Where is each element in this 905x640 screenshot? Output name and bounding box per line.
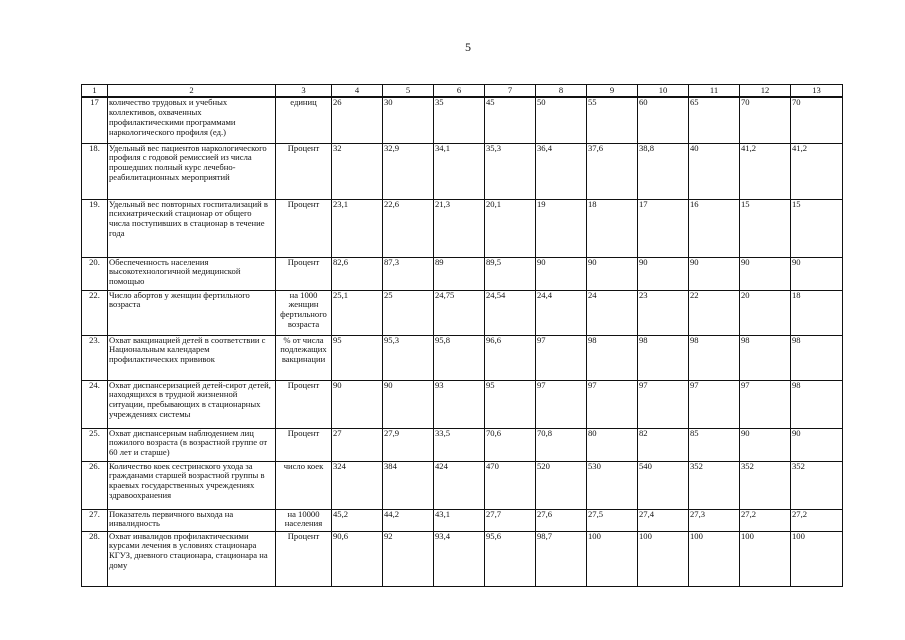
row-number: 23. [82, 335, 108, 380]
value-cell: 27,7 [485, 509, 536, 531]
row-number: 28. [82, 531, 108, 586]
value-cell: 90 [587, 257, 638, 290]
indicator-unit: Процент [276, 143, 332, 199]
indicator-name: Число абортов у женщин фертильного возраста [108, 290, 276, 335]
value-cell: 89,5 [485, 257, 536, 290]
value-cell: 65 [689, 97, 740, 143]
value-cell: 97 [587, 380, 638, 428]
value-cell: 96,6 [485, 335, 536, 380]
value-cell: 21,3 [434, 199, 485, 257]
row-number: 20. [82, 257, 108, 290]
row-number: 17 [82, 97, 108, 143]
value-cell: 27,2 [740, 509, 791, 531]
value-cell: 82 [638, 428, 689, 461]
value-cell: 100 [740, 531, 791, 586]
value-cell: 25 [383, 290, 434, 335]
value-cell: 24,75 [434, 290, 485, 335]
value-cell: 45 [485, 97, 536, 143]
value-cell: 22,6 [383, 199, 434, 257]
column-header: 6 [434, 85, 485, 98]
value-cell: 470 [485, 461, 536, 509]
indicator-unit: Процент [276, 199, 332, 257]
table-row [82, 143, 843, 199]
value-cell: 93,4 [434, 531, 485, 586]
indicator-unit: на 10000 населения [276, 509, 332, 531]
value-cell: 82,6 [332, 257, 383, 290]
value-cell: 40 [689, 143, 740, 199]
value-cell: 24,54 [485, 290, 536, 335]
table-row [82, 257, 843, 290]
indicator-name: Количество коек сестринского ухода за гражданами старшей возрастной группы в краевых государственных учреждениях здравоохранения [108, 461, 276, 509]
value-cell: 540 [638, 461, 689, 509]
value-cell: 80 [587, 428, 638, 461]
column-header: 1 [82, 85, 108, 98]
value-cell: 35,3 [485, 143, 536, 199]
value-cell: 55 [587, 97, 638, 143]
value-cell: 98 [638, 335, 689, 380]
indicator-unit: Процент [276, 257, 332, 290]
row-number: 19. [82, 199, 108, 257]
value-cell: 34,1 [434, 143, 485, 199]
row-number: 26. [82, 461, 108, 509]
column-header: 2 [108, 85, 276, 98]
indicator-name: Показатель первичного выхода на инвалидность [108, 509, 276, 531]
value-cell: 97 [740, 380, 791, 428]
value-cell: 100 [689, 531, 740, 586]
value-cell: 98 [689, 335, 740, 380]
value-cell: 17 [638, 199, 689, 257]
value-cell: 32 [332, 143, 383, 199]
value-cell: 530 [587, 461, 638, 509]
value-cell: 95,3 [383, 335, 434, 380]
column-header: 11 [689, 85, 740, 98]
value-cell: 95 [332, 335, 383, 380]
value-cell: 97 [689, 380, 740, 428]
column-header: 13 [791, 85, 843, 98]
value-cell: 95 [485, 380, 536, 428]
value-cell: 97 [536, 335, 587, 380]
value-cell: 16 [689, 199, 740, 257]
value-cell: 35 [434, 97, 485, 143]
indicator-unit: число коек [276, 461, 332, 509]
value-cell: 15 [791, 199, 843, 257]
value-cell: 90 [638, 257, 689, 290]
indicator-name: количество трудовых и учебных коллективов, охваченных профилактическими программами наркологического профиля (ед.) [108, 97, 276, 143]
value-cell: 27,9 [383, 428, 434, 461]
indicator-name: Охват вакцинацией детей в соответствии с Национальным календарем профилактических прививок [108, 335, 276, 380]
value-cell: 33,5 [434, 428, 485, 461]
value-cell: 352 [791, 461, 843, 509]
value-cell: 50 [536, 97, 587, 143]
indicator-name: Удельный вес повторных госпитализаций в психиатрический стационар от общего числа поступивших в стационар в течение года [108, 199, 276, 257]
value-cell: 90,6 [332, 531, 383, 586]
value-cell: 70 [740, 97, 791, 143]
value-cell: 24 [587, 290, 638, 335]
column-header: 4 [332, 85, 383, 98]
value-cell: 100 [638, 531, 689, 586]
value-cell: 98 [791, 335, 843, 380]
page-number: 5 [465, 40, 471, 54]
value-cell: 19 [536, 199, 587, 257]
table-row [82, 380, 843, 428]
value-cell: 15 [740, 199, 791, 257]
value-cell: 324 [332, 461, 383, 509]
value-cell: 95,8 [434, 335, 485, 380]
indicators-table [81, 84, 843, 587]
value-cell: 70 [791, 97, 843, 143]
table-row [82, 199, 843, 257]
column-header: 12 [740, 85, 791, 98]
column-header: 3 [276, 85, 332, 98]
column-header: 8 [536, 85, 587, 98]
value-cell: 97 [638, 380, 689, 428]
value-cell: 60 [638, 97, 689, 143]
value-cell: 22 [689, 290, 740, 335]
indicator-unit: Процент [276, 380, 332, 428]
value-cell: 27,6 [536, 509, 587, 531]
indicator-name: Удельный вес пациентов наркологического профиля с годовой ремиссией из числа прошедших полный курс лечебно-реабилитационных мероприятий [108, 143, 276, 199]
value-cell: 98 [587, 335, 638, 380]
value-cell: 45,2 [332, 509, 383, 531]
indicator-unit: % от числа подлежащих вакцинации [276, 335, 332, 380]
column-header: 9 [587, 85, 638, 98]
value-cell: 93 [434, 380, 485, 428]
value-cell: 384 [383, 461, 434, 509]
row-number: 25. [82, 428, 108, 461]
column-header: 7 [485, 85, 536, 98]
value-cell: 97 [536, 380, 587, 428]
value-cell: 100 [791, 531, 843, 586]
indicator-name: Обеспеченность населения высокотехнологичной медицинской помощью [108, 257, 276, 290]
table-body [82, 97, 843, 586]
column-header: 5 [383, 85, 434, 98]
value-cell: 90 [332, 380, 383, 428]
value-cell: 44,2 [383, 509, 434, 531]
value-cell: 98 [791, 380, 843, 428]
value-cell: 27,3 [689, 509, 740, 531]
value-cell: 37,6 [587, 143, 638, 199]
indicator-unit: единиц [276, 97, 332, 143]
value-cell: 352 [740, 461, 791, 509]
row-number: 27. [82, 509, 108, 531]
value-cell: 27,2 [791, 509, 843, 531]
value-cell: 90 [740, 428, 791, 461]
table-row [82, 531, 843, 586]
value-cell: 90 [689, 257, 740, 290]
value-cell: 27,5 [587, 509, 638, 531]
value-cell: 70,8 [536, 428, 587, 461]
value-cell: 90 [740, 257, 791, 290]
table-row [82, 97, 843, 143]
value-cell: 520 [536, 461, 587, 509]
indicator-name: Охват диспансерным наблюдением лиц пожилого возраста (в возрастной группе от 60 лет и старше) [108, 428, 276, 461]
value-cell: 41,2 [791, 143, 843, 199]
row-number: 18. [82, 143, 108, 199]
value-cell: 90 [791, 428, 843, 461]
value-cell: 30 [383, 97, 434, 143]
value-cell: 32,9 [383, 143, 434, 199]
value-cell: 98,7 [536, 531, 587, 586]
header-row [82, 85, 843, 98]
row-number: 22. [82, 290, 108, 335]
indicator-unit: на 1000 женщин фертильного возраста [276, 290, 332, 335]
value-cell: 87,3 [383, 257, 434, 290]
value-cell: 20,1 [485, 199, 536, 257]
table-row [82, 509, 843, 531]
value-cell: 90 [791, 257, 843, 290]
value-cell: 36,4 [536, 143, 587, 199]
column-header: 10 [638, 85, 689, 98]
value-cell: 26 [332, 97, 383, 143]
value-cell: 18 [587, 199, 638, 257]
table-row [82, 335, 843, 380]
indicator-unit: Процент [276, 428, 332, 461]
indicator-name: Охват диспансеризацией детей-сирот детей, находящихся в трудной жизненной ситуации, пребывающих в стационарных учреждениях системы [108, 380, 276, 428]
value-cell: 424 [434, 461, 485, 509]
value-cell: 85 [689, 428, 740, 461]
value-cell: 23 [638, 290, 689, 335]
value-cell: 70,6 [485, 428, 536, 461]
value-cell: 98 [740, 335, 791, 380]
value-cell: 25,1 [332, 290, 383, 335]
indicator-unit: Процент [276, 531, 332, 586]
row-number: 24. [82, 380, 108, 428]
value-cell: 43,1 [434, 509, 485, 531]
table-row [82, 290, 843, 335]
value-cell: 100 [587, 531, 638, 586]
value-cell: 27,4 [638, 509, 689, 531]
indicator-name: Охват инвалидов профилактическими курсами лечения в условиях стационара КГУЗ, дневного стационара, стационара на дому [108, 531, 276, 586]
value-cell: 24,4 [536, 290, 587, 335]
value-cell: 23,1 [332, 199, 383, 257]
value-cell: 38,8 [638, 143, 689, 199]
value-cell: 18 [791, 290, 843, 335]
value-cell: 95,6 [485, 531, 536, 586]
value-cell: 90 [536, 257, 587, 290]
table-row [82, 428, 843, 461]
value-cell: 92 [383, 531, 434, 586]
value-cell: 27 [332, 428, 383, 461]
value-cell: 352 [689, 461, 740, 509]
value-cell: 90 [383, 380, 434, 428]
value-cell: 20 [740, 290, 791, 335]
value-cell: 41,2 [740, 143, 791, 199]
value-cell: 89 [434, 257, 485, 290]
table-row [82, 461, 843, 509]
